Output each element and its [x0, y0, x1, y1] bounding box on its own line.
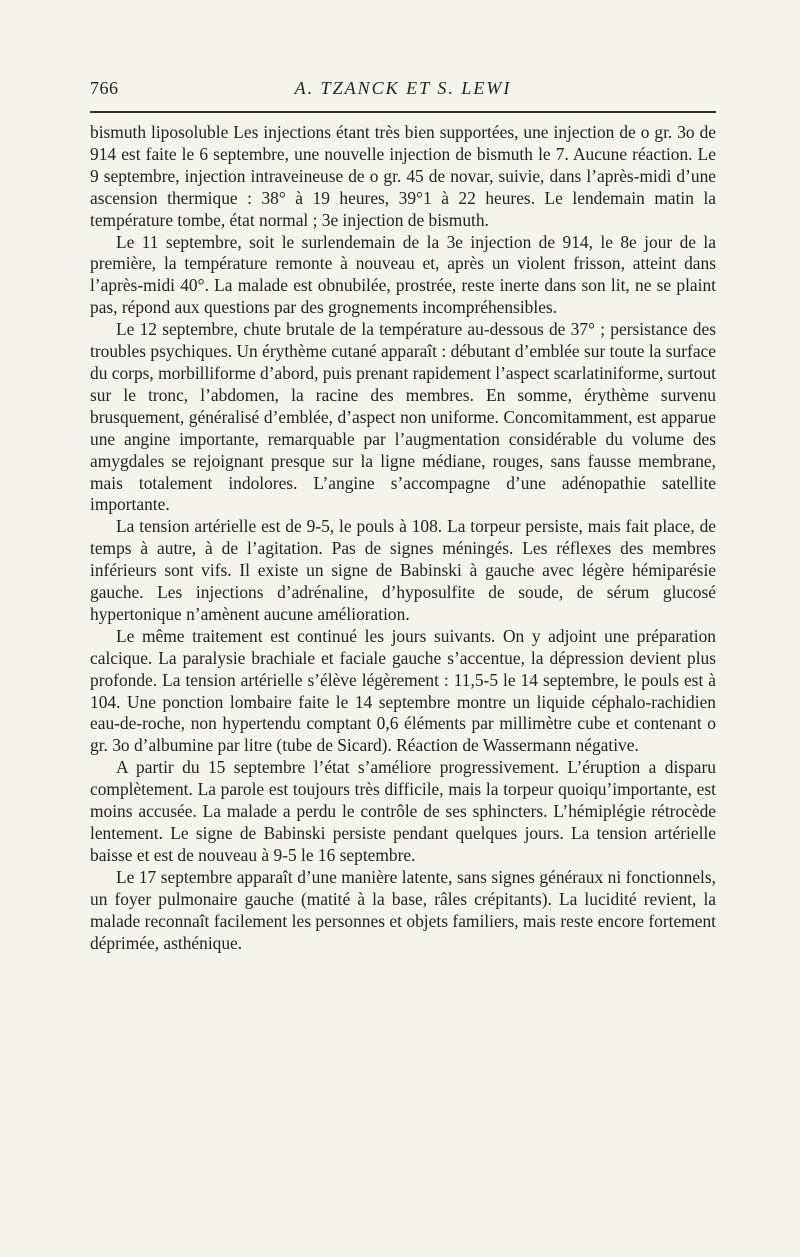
page-number: 766 [90, 78, 119, 98]
paragraph: Le 11 septembre, soit le surlendemain de la 3e injection de 914, le 8e jour de la première, la température remonte à nouveau et, après un violent frisson, atteint dans l’après-midi 40°. La malade est obnubilée, prostrée, reste inerte dans son lit, ne se plaint pas, répond aux questions par des grognements incompréhensibles. [90, 231, 716, 318]
paragraph: La tension artérielle est de 9-5, le pouls à 108. La torpeur persiste, mais fait place, de temps à autre, à de l’agitation. Pas de signes méningés. Les réflexes des membres inférieurs sont vifs. Il existe un signe de Babinski à gauche avec légère hémiparésie gauche. Les injections d’adrénaline, d’hyposulfite de soude, de sérum glucosé hypertonique n’amènent aucune amélioration. [90, 516, 716, 624]
header-rule [90, 111, 716, 113]
paragraph: A partir du 15 septembre l’état s’améliore progressivement. L’éruption a disparu complètement. La parole est toujours très difficile, mais la torpeur quoiqu’importante, est moins accusée. La malade a perdu le contrôle de ses sphincters. L’hémiplégie rétrocède lentement. Le signe de Babinski persiste pendant quelques jours. La tension artérielle baisse et est de nouveau à 9-5 le 16 septembre. [90, 757, 716, 865]
paragraph: bismuth liposoluble Les injections étant très bien supportées, une injection de o gr. 3o de 914 est faite le 6 septembre, une nouvelle injection de bismuth le 7. Aucune réaction. Le 9 septembre, injection intraveineuse de o gr. 45 de novar, suivie, dans l’après-midi d’une ascension thermique : 38° à 19 heures, 39°1 à 22 heures. Le lendemain matin la température tombe, état normal ; 3e injection de bismuth. [90, 122, 716, 230]
paragraph: Le 12 septembre, chute brutale de la température au-dessous de 37° ; persistance des troubles psychiques. Un érythème cutané apparaît : débutant d’emblée sur toute la surface du corps, morbilliforme d’abord, puis prenant rapidement l’aspect scarlatiniforme, surtout sur le tronc, l’abdomen, la racine des membres. En somme, érythème survenu brusquement, généralisé d’emblée, d’aspect non uniforme. Concomitamment, est apparue une angine importante, remarquable par l’augmentation considérable du volume des amygdales se rejoignant presque sur la ligne médiane, rouges, sans fausse membrane, mais totalement indolores. L’angine s’accompagne d’une adénopathie satellite importante. [90, 319, 716, 515]
paragraph: Le même traitement est continué les jours suivants. On y adjoint une préparation calcique. La paralysie brachiale et faciale gauche s’accentue, la dépression devient plus profonde. La tension artérielle s’élève légèrement : 11,5-5 le 14 septembre, le pouls est à 104. Une ponction lombaire faite le 14 septembre montre un liquide céphalo-rachidien eau-de-roche, non hypertendu comptant 0,6 éléments par millimètre cube et contenant o gr. 3o d’albumine par litre (tube de Sicard). Réaction de Wassermann négative. [90, 625, 716, 756]
page-header [90, 78, 716, 104]
paragraph: Le 17 septembre apparaît d’une manière latente, sans signes généraux ni fonctionnels, un foyer pulmonaire gauche (matité à la base, râles crépitants). La lucidité revient, la malade reconnaît facilement les personnes et objets familiers, mais reste encore fortement déprimée, asthénique. [90, 866, 716, 953]
body-text [90, 122, 716, 954]
running-title: A. TZANCK ET S. LEWI [294, 78, 512, 98]
